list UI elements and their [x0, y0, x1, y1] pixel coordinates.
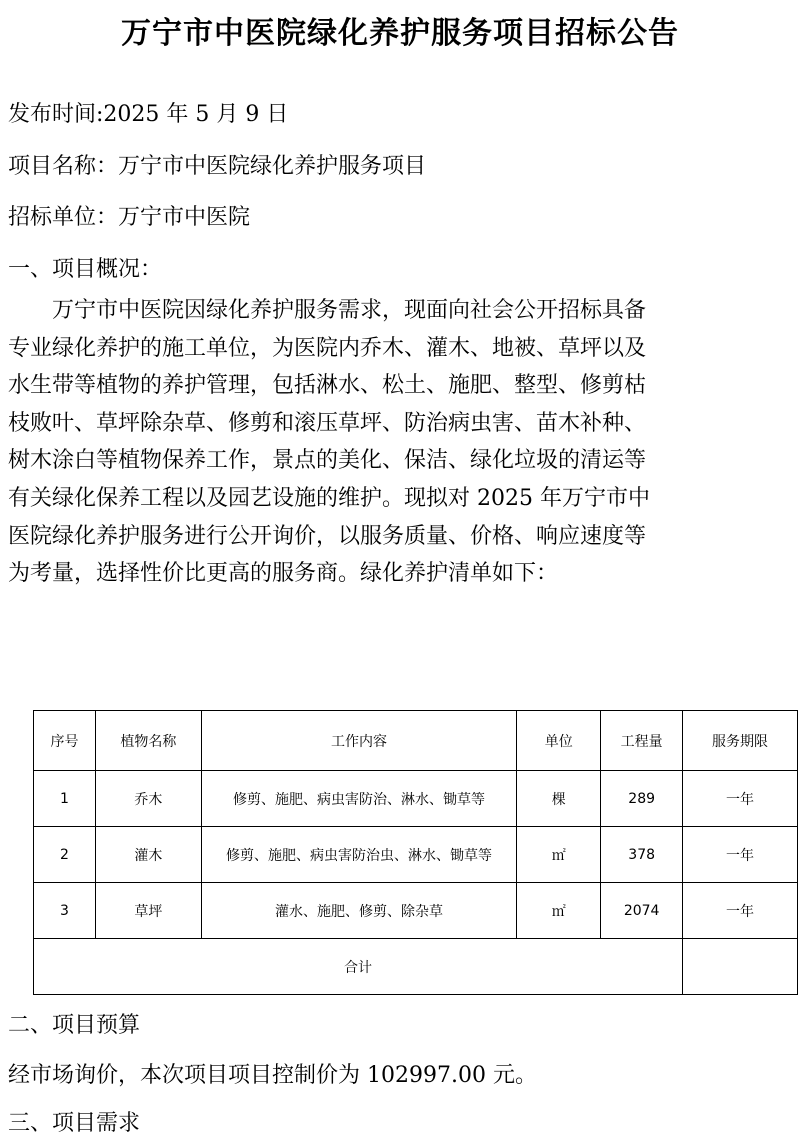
overview-line: 枝败叶、草坪除杂草、修剪和滚压草坪、防治病虫害、苗木补种、 [8, 410, 647, 436]
section-heading-requirements: 三、项目需求 [8, 1111, 141, 1136]
table-row [34, 827, 798, 883]
table-header-row [34, 711, 798, 771]
table-cell: 3 [34, 883, 96, 939]
overview-line: 树木涂白等植物保养工作，景点的美化、保洁、绿化垃圾的清运等 [8, 448, 647, 474]
overview-line: 水生带等植物的养护管理，包括淋水、松土、施肥、整型、修剪枯 [8, 373, 647, 399]
table-cell: 棵 [517, 771, 601, 827]
table-cell: 一年 [683, 771, 798, 827]
total-label: 合计 [34, 939, 683, 995]
table-cell: 灌木 [95, 827, 201, 883]
bidder: 招标单位：万宁市中医院 [8, 205, 251, 230]
greening-list-table [33, 710, 798, 995]
table-row [34, 883, 798, 939]
table-header-cell: 单位 [517, 711, 601, 771]
overview-line: 医院绿化养护服务进行公开询价，以服务质量、价格、响应速度等 [8, 523, 647, 549]
project-name: 项目名称：万宁市中医院绿化养护服务项目 [8, 154, 427, 179]
section-heading-budget: 二、项目预算 [8, 1013, 141, 1038]
budget-text: 经市场询价，本次项目项目控制价为 102997.00 元。 [8, 1063, 537, 1088]
table-cell: 乔木 [95, 771, 201, 827]
table-cell: 2074 [601, 883, 683, 939]
table-cell: 修剪、施肥、病虫害防治、淋水、锄草等 [201, 771, 517, 827]
publish-time: 发布时间:2025 年 5 月 9 日 [8, 102, 289, 127]
page-title: 万宁市中医院绿化养护服务项目招标公告 [121, 16, 679, 51]
table-cell: 2 [34, 827, 96, 883]
table-cell: 289 [601, 771, 683, 827]
section-heading-overview: 一、项目概况： [8, 257, 163, 282]
table-cell: 灌水、施肥、修剪、除杂草 [201, 883, 517, 939]
table-header-cell: 工程量 [601, 711, 683, 771]
table-cell: ㎡ [517, 827, 601, 883]
table-cell: 一年 [683, 827, 798, 883]
table-cell: 1 [34, 771, 96, 827]
table-cell: 一年 [683, 883, 798, 939]
table-header-cell: 工作内容 [201, 711, 517, 771]
table-header-cell: 植物名称 [95, 711, 201, 771]
table-total-row [34, 939, 798, 995]
overview-paragraph [8, 292, 756, 593]
overview-line: 万宁市中医院因绿化养护服务需求，现面向社会公开招标具备 [8, 298, 647, 323]
table-header-cell: 服务期限 [683, 711, 798, 771]
table-row [34, 771, 798, 827]
table-cell: 378 [601, 827, 683, 883]
table-cell: 修剪、施肥、病虫害防治虫、淋水、锄草等 [201, 827, 517, 883]
table-cell: 草坪 [95, 883, 201, 939]
table-cell: ㎡ [517, 883, 601, 939]
total-value [683, 939, 798, 995]
overview-line: 为考量，选择性价比更高的服务商。绿化养护清单如下： [8, 561, 559, 587]
overview-line: 有关绿化保养工程以及园艺设施的维护。现拟对 2025 年万宁市中 [8, 485, 650, 511]
overview-line: 专业绿化养护的施工单位，为医院内乔木、灌木、地被、草坪以及 [8, 335, 647, 361]
table-header-cell: 序号 [34, 711, 96, 771]
